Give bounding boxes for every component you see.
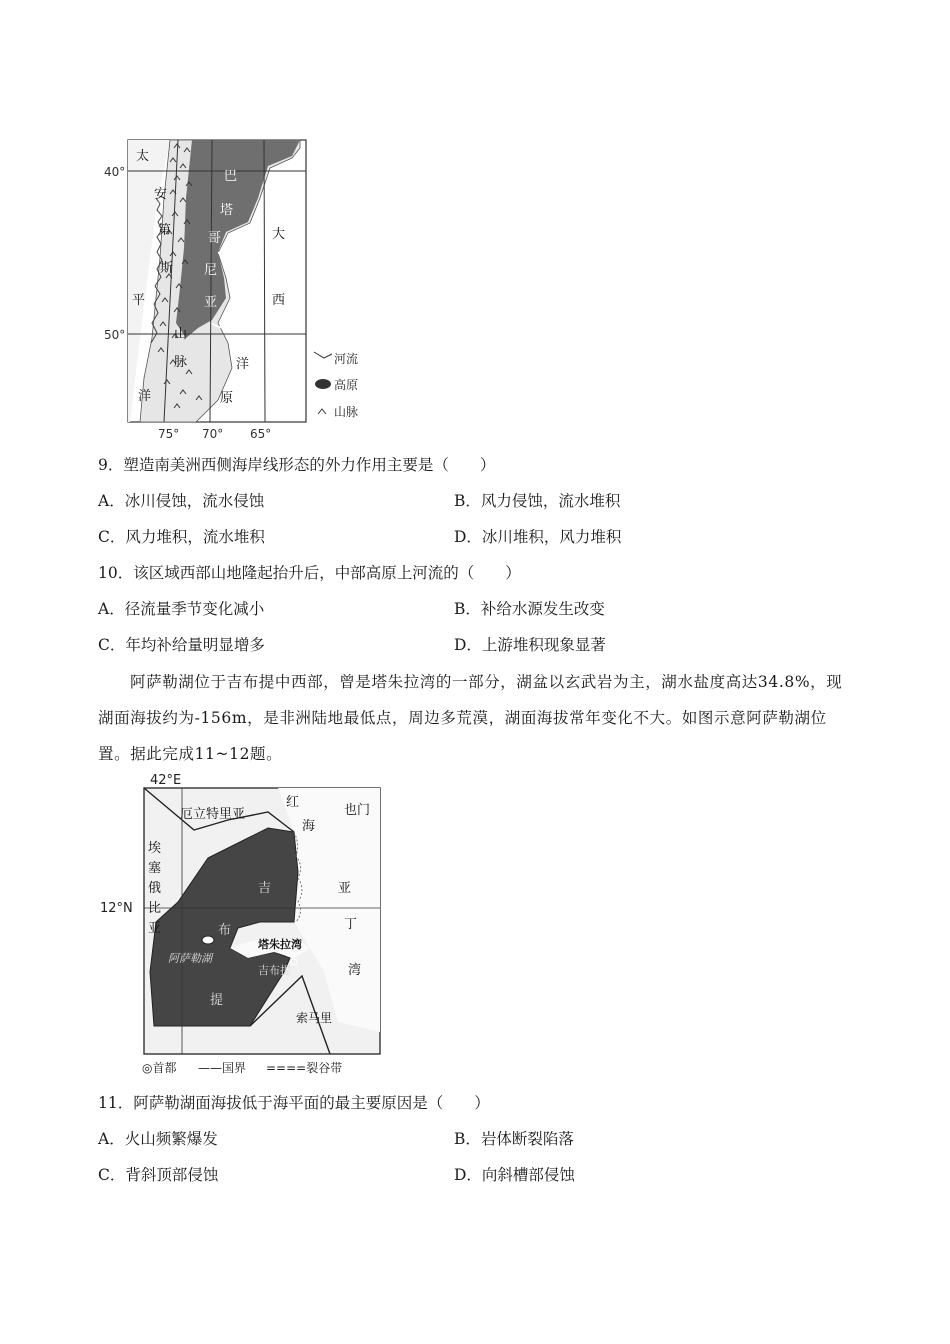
patagonia-legend [314, 351, 358, 419]
legend-rift: ====裂谷带 [266, 1061, 343, 1075]
question-9-stem: 9．塑造南美洲西侧海岸线形态的外力作用主要是（ ） [98, 456, 496, 474]
q10-option-c[interactable]: C．年均补给量明显增多 [98, 636, 265, 654]
q9-option-c[interactable]: C．风力堆积，流水堆积 [98, 528, 265, 546]
legend-river-label: 河流 [334, 352, 359, 366]
lon-label-75: 75° [158, 427, 180, 441]
svg-text:亚: 亚 [148, 921, 162, 936]
svg-text:安: 安 [154, 187, 168, 202]
svg-text:布: 布 [218, 923, 232, 938]
passage-text: 阿萨勒湖位于吉布提中西部，曾是塔朱拉湾的一部分，湖盆以玄武岩为主，湖水盐度高达34.8%，现湖面海拔约为-156m，是非洲陆地最低点，周边多荒漠，湖面海拔常年变化不大。如图示意阿萨勒湖位置。据此完成11~12题。 [98, 673, 843, 763]
svg-text:比: 比 [148, 901, 162, 916]
svg-text:平: 平 [132, 293, 146, 308]
svg-text:提: 提 [210, 993, 224, 1008]
q9-option-b[interactable]: B．风力侵蚀，流水堆积 [454, 492, 621, 510]
lon-label-65: 65° [250, 427, 272, 441]
svg-text:俄: 俄 [148, 881, 162, 896]
svg-text:脉: 脉 [174, 355, 188, 370]
svg-text:亚: 亚 [338, 881, 352, 896]
svg-text:大: 大 [272, 227, 286, 242]
question-11-stem: 11．阿萨勒湖面海拔低于海平面的最主要原因是（ ） [98, 1094, 490, 1112]
svg-text:洋: 洋 [138, 389, 152, 404]
q10-option-d[interactable]: D．上游堆积现象显著 [454, 636, 606, 654]
q10-option-b[interactable]: B．补给水源发生改变 [454, 600, 605, 618]
river-icon [314, 352, 332, 358]
lon-label-70: 70° [202, 427, 224, 441]
svg-text:原: 原 [220, 391, 234, 406]
svg-text:吉: 吉 [258, 881, 272, 896]
lat-label-50: 50° [104, 328, 126, 342]
label-eritrea: 厄立特里亚 [180, 807, 246, 822]
svg-text:洋: 洋 [236, 357, 250, 372]
svg-text:第: 第 [158, 223, 172, 238]
svg-text:西: 西 [272, 293, 286, 308]
svg-text:亚: 亚 [204, 295, 218, 310]
question-10-stem: 10．该区域西部山地隆起抬升后，中部高原上河流的（ ） [98, 564, 521, 582]
svg-text:斯: 斯 [160, 261, 174, 276]
label-capital: 吉布提 [258, 964, 291, 977]
lat-label: 12°N [100, 901, 133, 916]
svg-text:太: 太 [136, 149, 150, 164]
label-tadjoura: 塔朱拉湾 [258, 938, 302, 951]
label-lake: 阿萨勒湖 [168, 952, 212, 965]
legend-capital: ◎首都 [142, 1061, 177, 1075]
lake-assal [202, 936, 214, 944]
svg-text:巴: 巴 [224, 169, 238, 184]
svg-text:塞: 塞 [148, 861, 162, 876]
q10-option-a[interactable]: A．径流量季节变化减小 [98, 600, 265, 618]
svg-text:塔: 塔 [220, 203, 234, 218]
patagonia-map [100, 138, 370, 444]
patagonia-map-svg [100, 138, 370, 444]
legend-mountain-label: 山脉 [334, 405, 359, 419]
q9-option-a[interactable]: A．冰川侵蚀，流水侵蚀 [98, 492, 265, 510]
plateau-icon [315, 379, 331, 389]
label-red-sea-2: 海 [302, 819, 316, 834]
label-ethiopia [148, 841, 162, 936]
mountain-icon [318, 409, 326, 414]
lat-label-40: 40° [104, 165, 126, 179]
svg-text:湾: 湾 [348, 963, 362, 978]
djibouti-map-svg [98, 772, 398, 1080]
djibouti-map [98, 772, 398, 1080]
svg-text:尼: 尼 [204, 263, 218, 278]
legend-border: ——国界 [198, 1061, 247, 1075]
q11-option-c[interactable]: C．背斜顶部侵蚀 [98, 1166, 219, 1184]
q11-option-a[interactable]: A．火山频繁爆发 [98, 1130, 218, 1148]
q11-option-d[interactable]: D．向斜槽部侵蚀 [454, 1166, 575, 1184]
svg-text:丁: 丁 [344, 917, 358, 932]
svg-text:哥: 哥 [208, 231, 222, 246]
svg-text:埃: 埃 [148, 841, 162, 856]
djibouti-legend [142, 1060, 342, 1075]
q9-option-d[interactable]: D．冰川堆积，风力堆积 [454, 528, 622, 546]
lon-label: 42°E [150, 773, 182, 788]
label-somalia: 索马里 [296, 1011, 333, 1025]
label-red-sea-1: 红 [286, 795, 300, 810]
svg-text:山: 山 [174, 327, 188, 342]
legend-plateau-label: 高原 [334, 378, 359, 392]
q11-option-b[interactable]: B．岩体断裂陷落 [454, 1130, 574, 1148]
label-yemen: 也门 [344, 803, 371, 818]
